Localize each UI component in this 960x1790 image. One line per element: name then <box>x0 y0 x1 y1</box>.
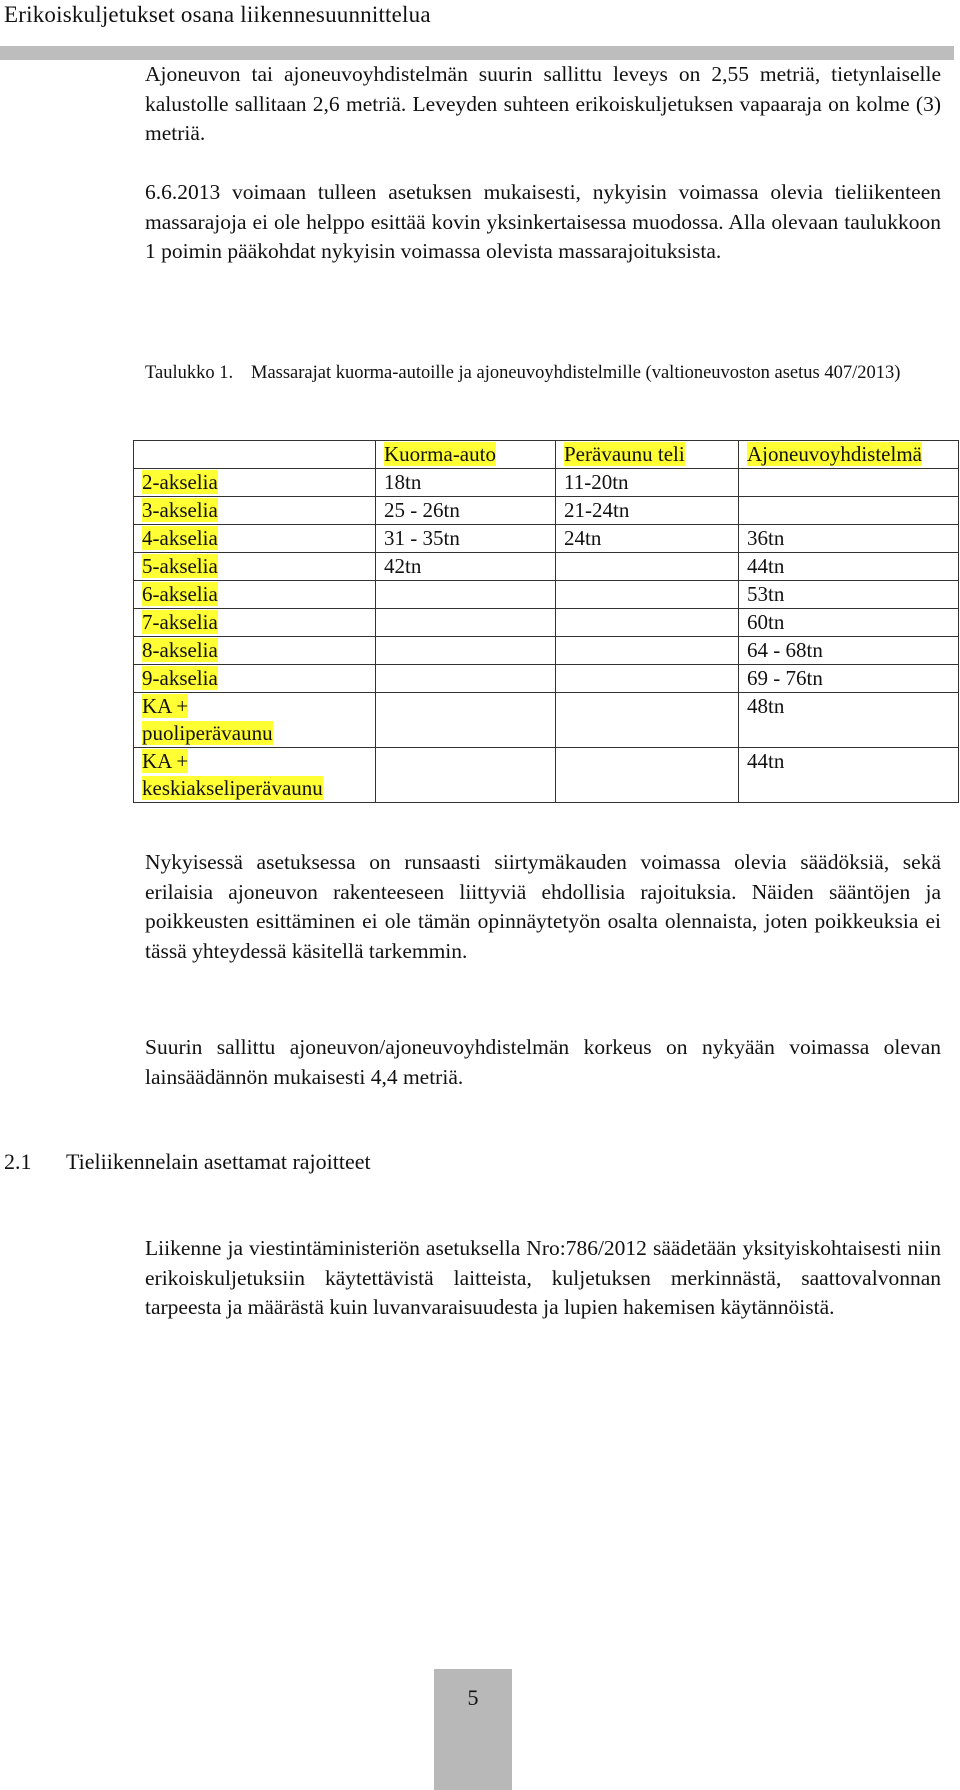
table-row <box>134 469 959 497</box>
table-row <box>134 525 959 553</box>
axle-label: 7-akselia <box>142 610 218 634</box>
axle-label: 9-akselia <box>142 666 218 690</box>
table-cell: 53tn <box>739 581 959 609</box>
table-cell <box>556 693 739 748</box>
table-cell: 64 - 68tn <box>739 637 959 665</box>
table-cell <box>134 469 376 497</box>
axle-label: 6-akselia <box>142 582 218 606</box>
table-cell <box>134 637 376 665</box>
paragraph-mass-intro: 6.6.2013 voimaan tulleen asetuksen mukaisesti, nykyisin voimassa olevia tieliikenteen massarajoja ei ole helppo esittää kovin yksinkertaisessa muodossa. Alla olevaan taulukkoon 1 poimin pääkohdat nykyisin voimassa olevista massarajoituksista. <box>145 180 941 263</box>
table-cell <box>376 693 556 748</box>
table-cell <box>134 609 376 637</box>
table-cell <box>134 693 376 748</box>
col-header-truck: Kuorma-auto <box>384 442 496 466</box>
col-header-trailer-bogie: Perävaunu teli <box>564 442 685 466</box>
table-header-cell <box>376 441 556 469</box>
table-cell: 60tn <box>739 609 959 637</box>
axle-label: puoliperävaunu <box>142 721 273 745</box>
table-cell: 69 - 76tn <box>739 665 959 693</box>
table-row <box>134 581 959 609</box>
table-row <box>134 665 959 693</box>
paragraph-transition: Nykyisessä asetuksessa on runsaasti siirtymäkauden voimassa olevia säädöksiä, sekä erilaisia ajoneuvon rakenteeseen liittyviä ehdollisia rajoituksia. Näiden sääntöjen ja poikkeusten esittäminen ei ole tämän opinnäytetyön osalta olennaista, joten poikkeuksia ei tässä yhteydessä käsitellä tarkemmin. <box>145 850 941 963</box>
axle-label: KA + <box>142 749 189 773</box>
table-row <box>134 497 959 525</box>
table-cell <box>376 665 556 693</box>
table-header-cell <box>556 441 739 469</box>
table-row <box>134 609 959 637</box>
mass-limits-table <box>133 440 959 803</box>
table-row <box>134 693 959 748</box>
paragraph-ministry: Liikenne ja viestintäministeriön asetuksella Nro:786/2012 säädetään yksityiskohtaisesti niin erikoiskuljetuksiin käytettävistä laitteista, kuljetuksen merkinnästä, saattovalvonnan tarpeesta ja määrästä kuin luvanvaraisuudesta ja lupien hakemisen käytännöistä. <box>145 1236 941 1319</box>
table-cell <box>556 748 739 803</box>
section-title: Tieliikennelain asettamat rajoitteet <box>66 1149 371 1174</box>
table-cell <box>739 497 959 525</box>
table-cell: 11-20tn <box>556 469 739 497</box>
paragraph-width-limit: Ajoneuvon tai ajoneuvoyhdistelmän suurin sallittu leveys on 2,55 metriä, tietynlaiselle kalustolle sallitaan 2,6 metriä. Leveyden suhteen erikoiskuljetuksen vapaaraja on kolme (3) metriä. <box>145 62 941 145</box>
axle-label: 5-akselia <box>142 554 218 578</box>
table-cell: 24tn <box>556 525 739 553</box>
axle-label: 2-akselia <box>142 470 218 494</box>
table-cell: 44tn <box>739 553 959 581</box>
header-title: Erikoiskuljetukset osana liikennesuunnittelua <box>4 2 431 27</box>
table-cell <box>376 609 556 637</box>
axle-label: 4-akselia <box>142 526 218 550</box>
table-row <box>134 553 959 581</box>
table-cell <box>556 665 739 693</box>
table-cell <box>376 581 556 609</box>
running-header <box>0 0 954 60</box>
table-header-cell <box>134 441 376 469</box>
table-cell <box>134 497 376 525</box>
table-cell: 25 - 26tn <box>376 497 556 525</box>
table-caption-label: Taulukko 1. <box>145 363 234 383</box>
table-cell <box>556 553 739 581</box>
axle-label: 8-akselia <box>142 638 218 662</box>
table-cell <box>556 609 739 637</box>
table-cell <box>556 637 739 665</box>
table-header-row <box>134 441 959 469</box>
table-cell <box>376 637 556 665</box>
table-header-cell <box>739 441 959 469</box>
table-cell <box>134 553 376 581</box>
col-header-combination: Ajoneuvoyhdistelmä <box>747 442 922 466</box>
table-cell <box>134 748 376 803</box>
table-row <box>134 637 959 665</box>
table-cell <box>134 581 376 609</box>
table-cell: 42tn <box>376 553 556 581</box>
page-number-box <box>434 1669 512 1790</box>
axle-label: 3-akselia <box>142 498 218 522</box>
table-cell <box>556 581 739 609</box>
axle-label: keskiakseliperävaunu <box>142 776 323 800</box>
table-cell <box>134 665 376 693</box>
table-cell: 21-24tn <box>556 497 739 525</box>
axle-label: KA + <box>142 694 189 718</box>
table-caption-text: Massarajat kuorma-autoille ja ajoneuvoyhdistelmille (valtioneuvoston asetus 407/2013) <box>251 363 901 383</box>
section-number: 2.1 <box>4 1149 32 1174</box>
table-cell: 48tn <box>739 693 959 748</box>
table-cell <box>376 748 556 803</box>
page-number: 5 <box>467 1685 479 1710</box>
table-cell: 31 - 35tn <box>376 525 556 553</box>
table-cell: 36tn <box>739 525 959 553</box>
table-cell: 18tn <box>376 469 556 497</box>
table-cell <box>739 469 959 497</box>
table-cell <box>134 525 376 553</box>
table-cell: 44tn <box>739 748 959 803</box>
paragraph-height-limit: Suurin sallittu ajoneuvon/ajoneuvoyhdistelmän korkeus on nykyään voimassa olevan lainsäädännön mukaisesti 4,4 metriä. <box>145 1035 941 1089</box>
table-row <box>134 748 959 803</box>
